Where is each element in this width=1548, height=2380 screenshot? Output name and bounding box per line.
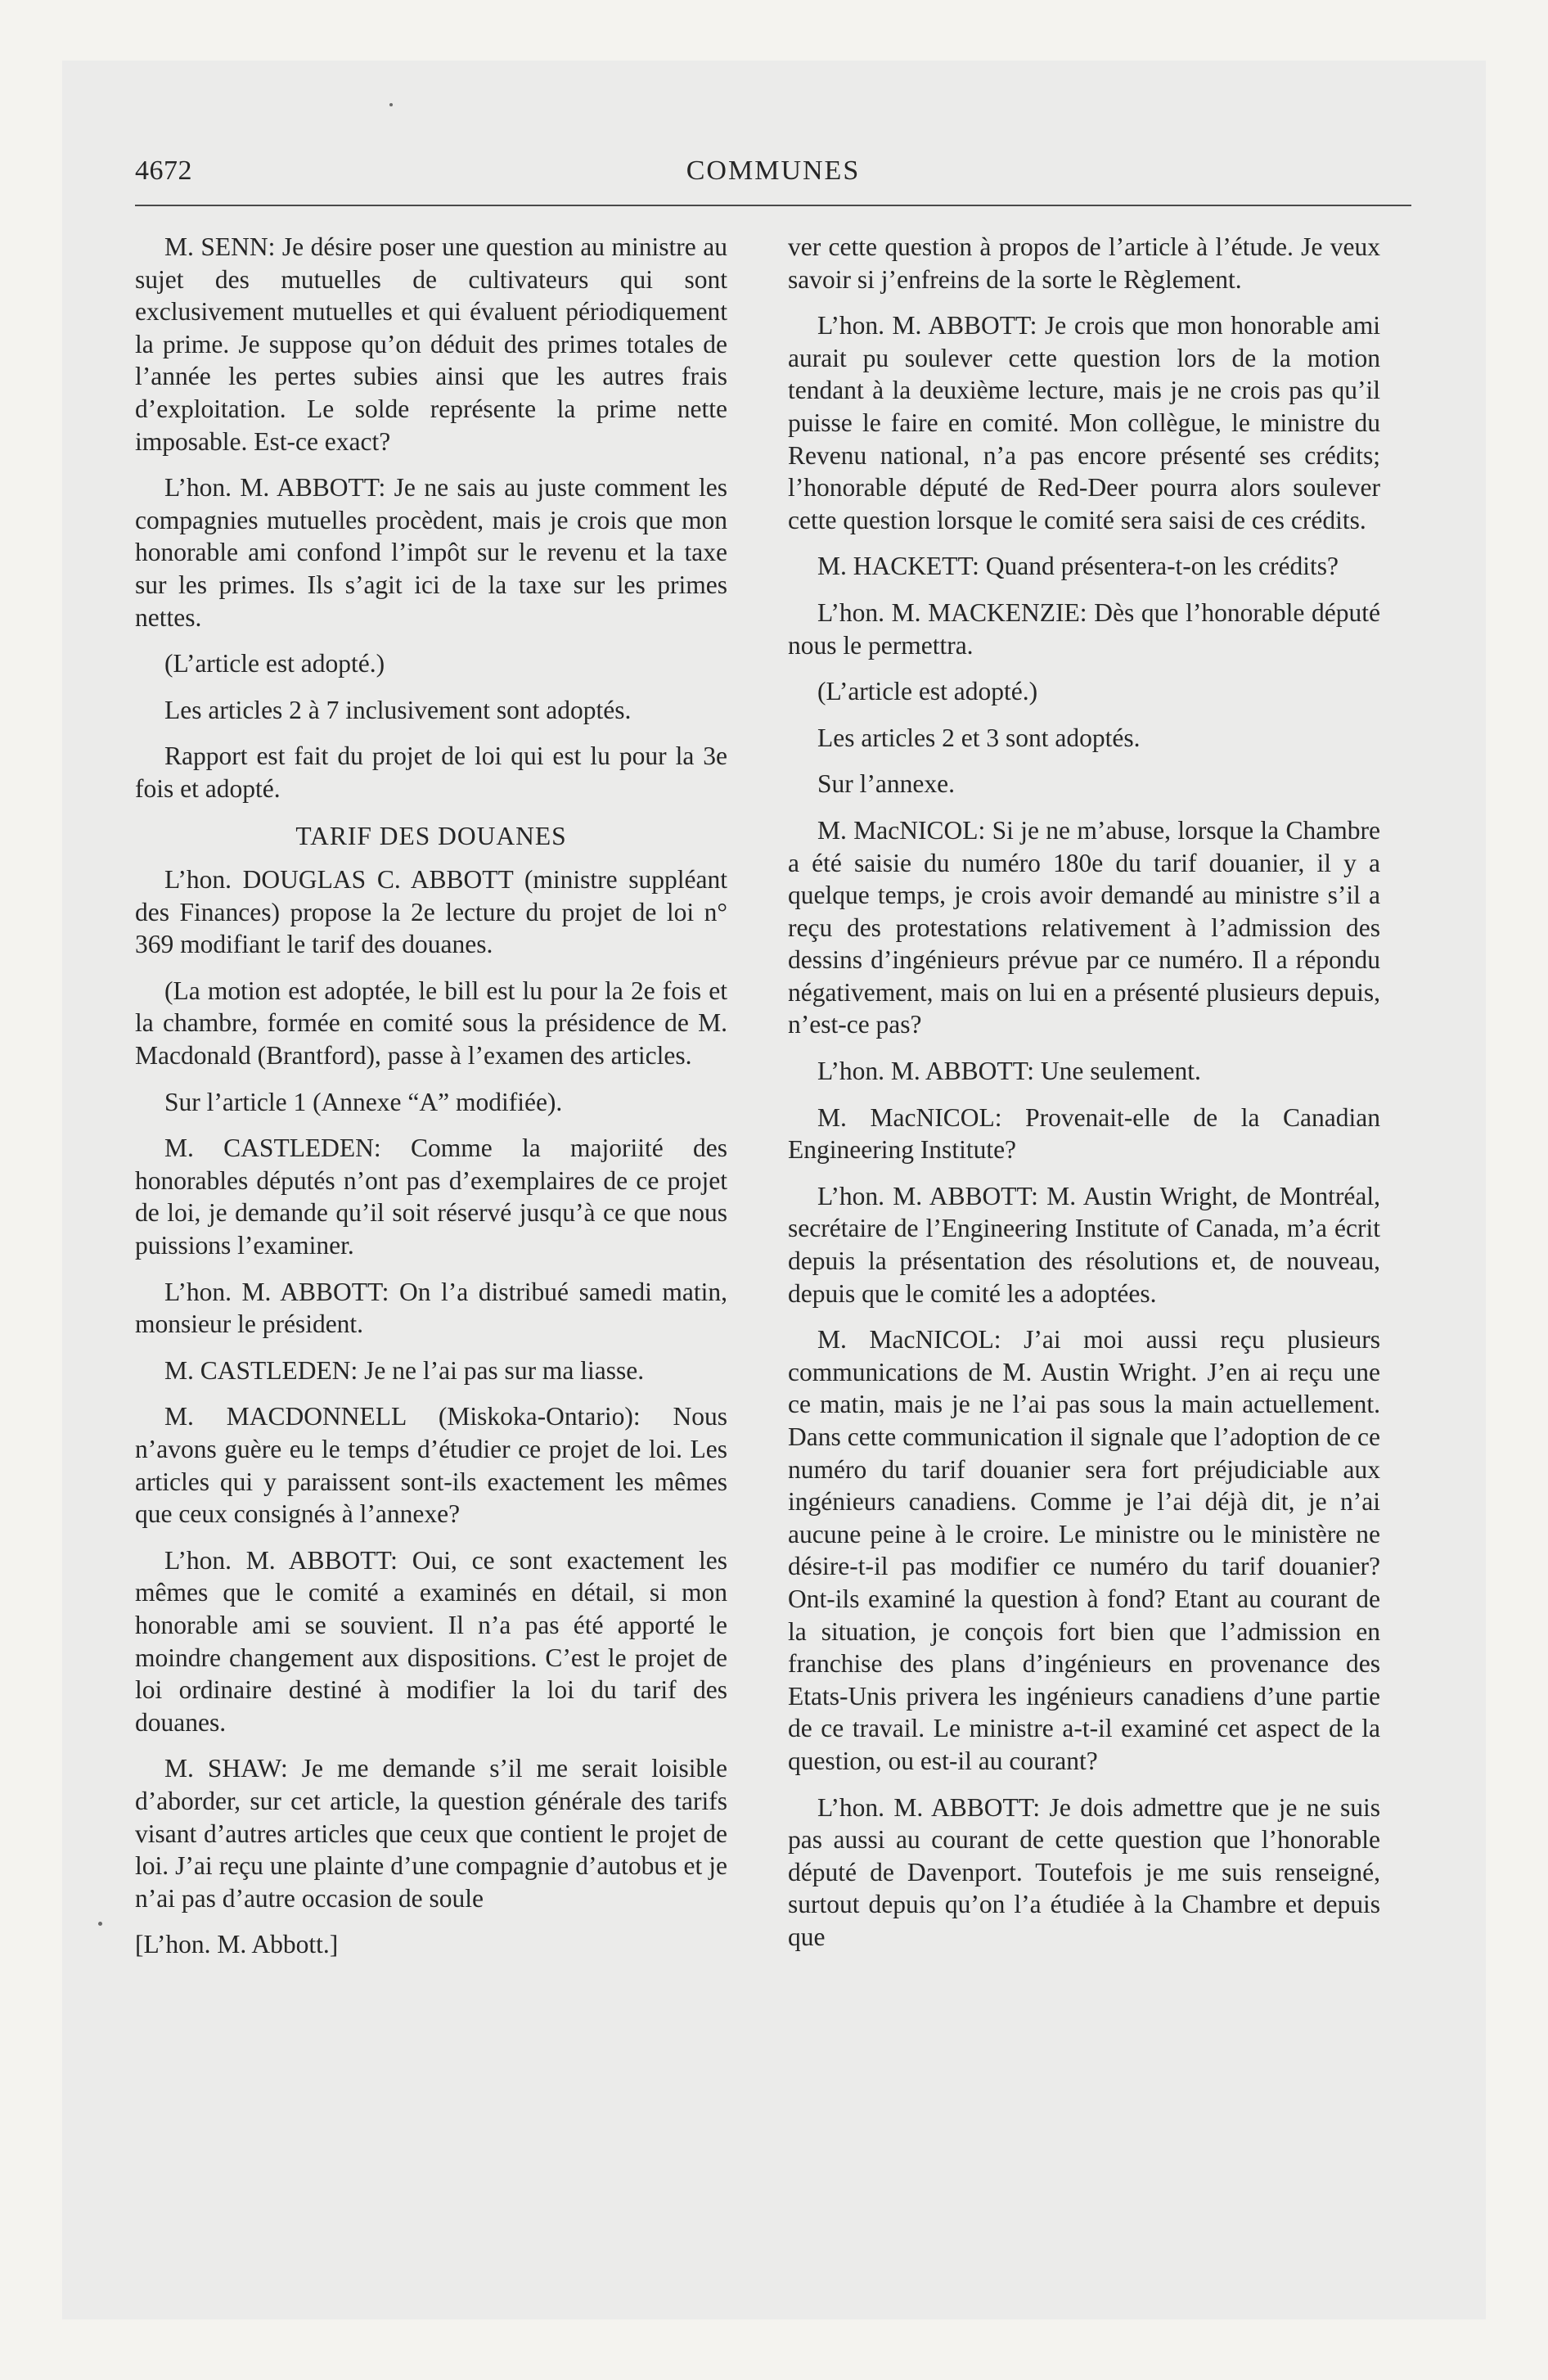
paragraph: M. HACKETT: Quand présentera-t-on les crédits? [817,552,1339,581]
paragraph: L’hon. M. ABBOTT: Oui, ce sont exactement les mêmes que le comité a examinés en détail, si mon honorable ami se souvient. Il n’a pas été apporté le moindre changement aux dispositions. C’est le projet de loi ordinaire destiné à modifier la loi du tarif des douanes. [135,1545,727,1737]
paragraph: M. CASTLEDEN: Comme la majoriité des honorables députés n’ont pas d’exemplaires de ce projet de loi, je demande qu’il soit réservé jusqu’à ce que nous puissions l’examiner. [135,1134,727,1260]
paragraph: M. MacNICOL: Provenait-elle de la Canadian Engineering Institute? [788,1102,1380,1165]
header-title: COMMUNES [686,156,861,186]
paragraph: L’hon. DOUGLAS C. ABBOTT (ministre suppléant des Finances) propose la 2e lecture du projet de loi n° 369 modifiant le tarif des douanes. [135,865,727,959]
right-column [788,231,1380,1968]
paragraph: M. CASTLEDEN: Je ne l’ai pas sur ma liasse. [164,1355,645,1385]
paragraph: M. SENN: Je désire poser une question au ministre au sujet des mutuelles de cultivateurs qui sont exclusivement mutuelles et qui évaluent périodiquement la prime. Je suppose qu’on déduit des primes totales de l’année les pertes subies ainsi que les autres frais d’exploitation. Le solde représente la prime nette imposable. Est-ce exact? [135,232,727,456]
running-header [135,156,1411,195]
paragraph: L’hon. M. MACKENZIE: Dès que l’honorable député nous le permettra. [788,597,1380,660]
scan-speck-mark [98,1922,102,1926]
paragraph: (L’article est adopté.) [164,649,385,678]
paragraph: Sur l’article 1 (Annexe “A” modifiée). [164,1087,563,1116]
scan-speck-mark [389,103,393,106]
paragraph: Les articles 2 et 3 sont adoptés. [817,723,1141,752]
paragraph: M. MACDONNELL (Miskoka-Ontario): Nous n’avons guère eu le temps d’étudier ce projet de loi. Les articles qui y paraissent sont-ils exactement les mêmes que ceux consignés à l’annexe? [135,1402,727,1529]
paragraph: L’hon. M. ABBOTT: Je ne sais au juste comment les compagnies mutuelles procèdent, mais je crois que mon honorable ami confond l’impôt sur le revenu et la taxe sur les primes. Ils s’agit ici de la taxe sur les primes nettes. [135,473,727,632]
paragraph: ver cette question à propos de l’article à l’étude. Je veux savoir si j’enfreins de la sorte le Règlement. [788,232,1380,294]
paragraph: M. MacNICOL: J’ai moi aussi reçu plusieurs communications de M. Austin Wright. J’en ai reçu une ce matin, mais je ne l’ai pas sous la main actuellement. Dans cette communication il signale que l’adoption de ce numéro du tarif douanier sera fort préjudiciable aux ingénieurs canadiens. Comme je l’ai déjà dit, je n’ai aucune peine à le croire. Le ministre ou le ministère ne désire-t-il pas modifier ce numéro du tarif douanier? Ont-ils examiné la question à fond? Etant au courant de la situation, je conçois fort bien que l’admission en franchise des plans d’ingénieurs en provenance des Etats-Unis privera les ingénieurs canadiens d’une partie de ce travail. Le ministre a-t-il examiné cet aspect de la question, ou est-il au courant? [788,1325,1380,1775]
speaker-signature: [L’hon. M. Abbott.] [135,1930,339,1959]
section-heading: TARIF DES DOUANES [295,821,567,850]
header-rule [135,205,1411,206]
paragraph: Sur l’annexe. [817,769,955,799]
paragraph: M. MacNICOL: Si je ne m’abuse, lorsque la Chambre a été saisie du numéro 180e du tarif douanier, il y a quelque temps, je crois avoir demandé au ministre s’il a reçu des protestations relativement à l’admission des dessins d’ingénieurs prévue par ce numéro. Il a répondu négativement, mais on lui en a présenté plusieurs depuis, n’est-ce pas? [788,815,1380,1039]
paragraph: M. SHAW: Je me demande s’il me serait loisible d’aborder, sur cet article, la question générale des tarifs visant d’autres articles que ceux que contient le projet de loi. J’ai reçu une plainte d’une compagnie d’autobus et je n’ai pas d’autre occasion de soule [135,1754,727,1913]
paragraph: L’hon. M. ABBOTT: Une seulement. [817,1057,1201,1086]
paragraph: L’hon. M. ABBOTT: On l’a distribué samedi matin, monsieur le président. [135,1277,727,1339]
paragraph: (L’article est adopté.) [817,677,1038,706]
paragraph: L’hon. M. ABBOTT: M. Austin Wright, de Montréal, secrétaire de l’Engineering Institute of Canada, m’a écrit depuis la présentation des résolutions et, de nouveau, depuis que le comité les a adoptées. [788,1181,1380,1308]
left-column [135,231,727,1975]
paragraph: L’hon. M. ABBOTT: Je crois que mon honorable ami aurait pu soulever cette question lors de la motion tendant à la deuxième lecture, mais je ne crois pas qu’il puisse le faire en comité. Mon collègue, le ministre du Revenu national, n’a pas encore présenté ses crédits; l’honorable député de Red-Deer pourra alors soulever cette question lorsque le comité sera saisi de ces crédits. [788,311,1380,534]
paragraph: Les articles 2 à 7 inclusivement sont adoptés. [164,695,632,724]
paragraph: L’hon. M. ABBOTT: Je dois admettre que je ne suis pas aussi au courant de cette question que l’honorable député de Davenport. Toutefois je me suis renseigné, surtout depuis qu’on l’a étudiée à la Chambre et depuis que [788,1792,1380,1951]
page-number: 4672 [135,156,192,186]
paragraph: (La motion est adoptée, le bill est lu pour la 2e fois et la chambre, formée en comité sous la présidence de M. Macdonald (Brantford), passe à l’examen des articles. [135,976,727,1071]
paragraph: Rapport est fait du projet de loi qui est lu pour la 3e fois et adopté. [135,741,727,803]
